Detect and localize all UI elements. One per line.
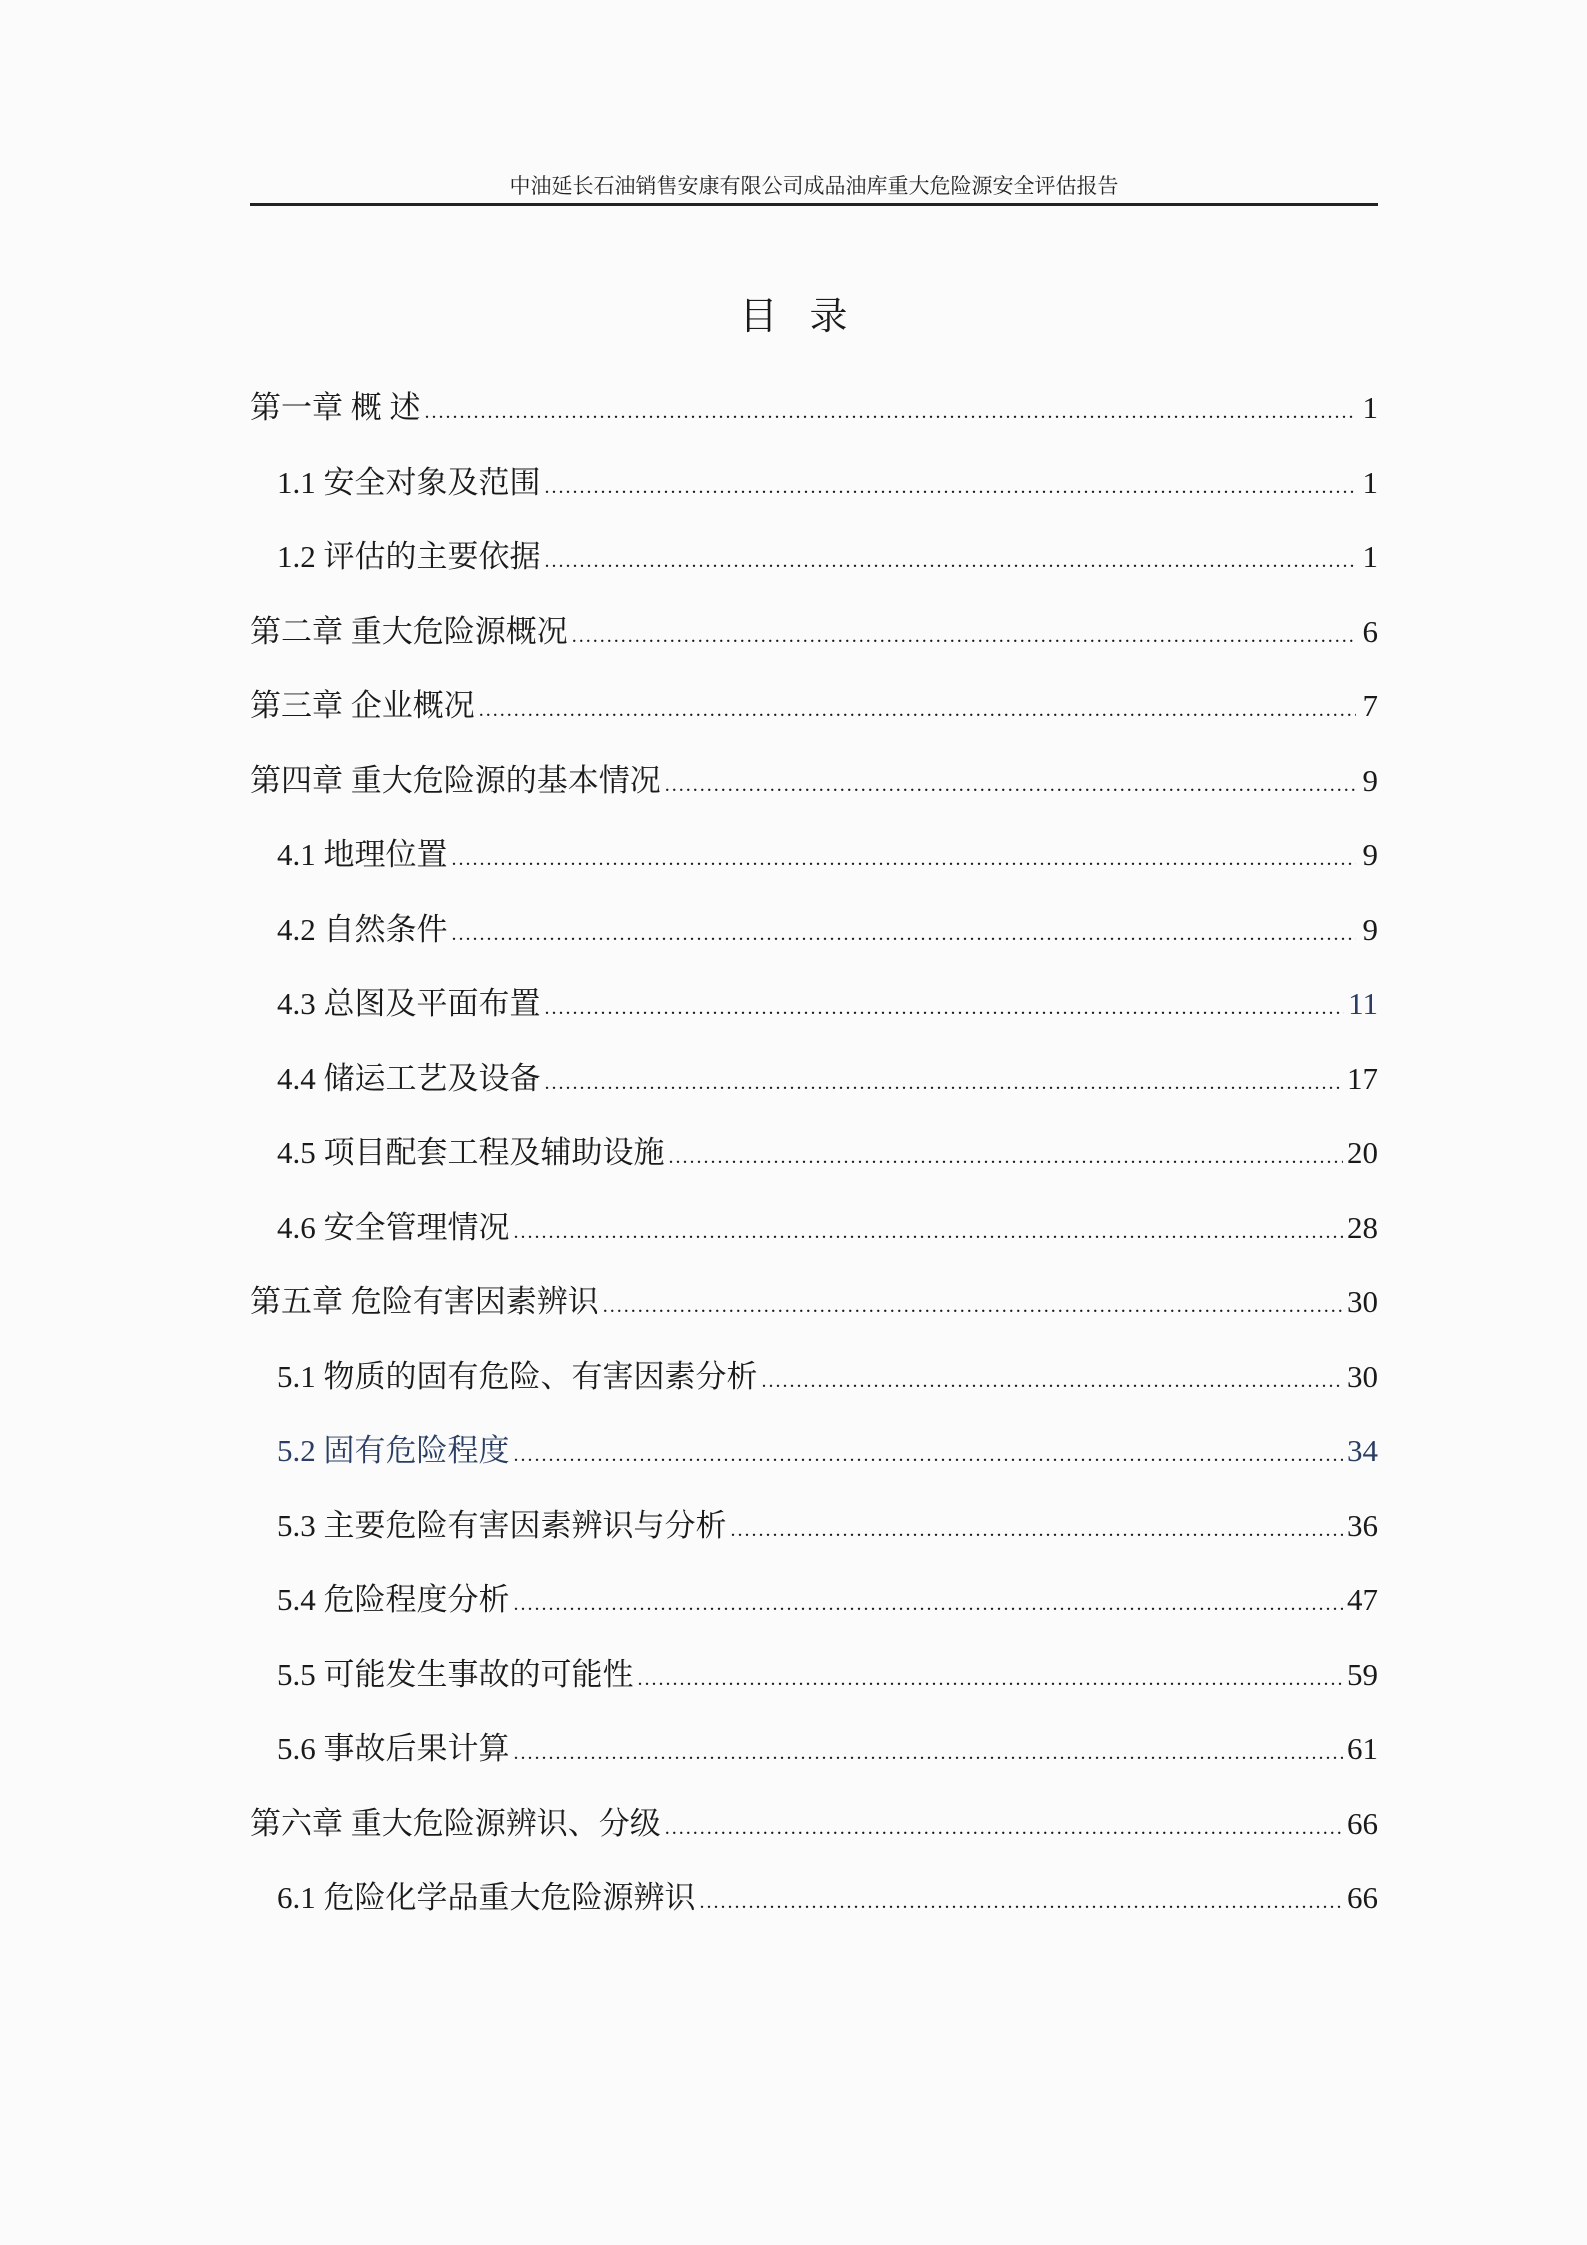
toc-entry-page: 34 — [1347, 1433, 1378, 1468]
leader-dots — [514, 1444, 1344, 1467]
toc-entry-label: 1.2 评估的主要依据 — [277, 539, 541, 574]
toc-entry-label: 第四章 重大危险源的基本情况 — [250, 762, 661, 798]
leader-dots — [669, 1146, 1344, 1169]
toc-entry-page: 36 — [1347, 1507, 1378, 1543]
toc-entry-page: 47 — [1347, 1582, 1378, 1617]
leader-dots — [545, 476, 1357, 499]
toc-entry-chapter-1[interactable] — [250, 382, 1378, 457]
toc-entry-label: 第五章 危险有害因素辨识 — [250, 1284, 599, 1319]
toc-entry-page: 1 — [1362, 464, 1378, 500]
leader-dots — [545, 997, 1345, 1020]
toc-entry-page: 7 — [1362, 688, 1378, 723]
toc-entry-label: 1.1 安全对象及范围 — [277, 464, 541, 500]
toc-entry-chapter-4[interactable] — [250, 755, 1378, 830]
toc-entry-chapter-6[interactable] — [250, 1798, 1378, 1873]
toc-entry-label: 4.4 储运工艺及设备 — [277, 1060, 541, 1096]
toc-entry-page: 30 — [1347, 1358, 1378, 1394]
leader-dots — [638, 1668, 1344, 1691]
toc-entry-label: 第三章 企业概况 — [250, 688, 475, 723]
leader-dots — [514, 1221, 1344, 1244]
leader-dots — [479, 699, 1356, 722]
leader-dots — [452, 848, 1357, 871]
toc-entry-label: 5.4 危险程度分析 — [277, 1582, 510, 1617]
toc-entry-5-6[interactable] — [250, 1723, 1378, 1798]
toc-entry-5-5[interactable] — [250, 1649, 1378, 1724]
toc-entry-label: 第二章 重大危险源概况 — [250, 613, 568, 649]
toc-entry-label: 4.1 地理位置 — [277, 837, 448, 872]
toc-entry-page: 61 — [1347, 1731, 1378, 1766]
leader-dots — [572, 625, 1356, 648]
toc-entry-page: 9 — [1362, 762, 1378, 798]
toc-entry-4-5[interactable] — [250, 1127, 1378, 1202]
toc-entry-5-1[interactable] — [250, 1351, 1378, 1426]
leader-dots — [762, 1370, 1344, 1393]
toc-entry-label: 4.6 安全管理情况 — [277, 1209, 510, 1245]
leader-dots — [452, 923, 1357, 946]
toc-entry-label: 5.6 事故后果计算 — [277, 1731, 510, 1766]
toc-entry-4-6[interactable] — [250, 1202, 1378, 1277]
toc-entry-page: 59 — [1347, 1656, 1378, 1692]
table-of-contents — [250, 382, 1378, 1947]
toc-entry-chapter-5[interactable] — [250, 1276, 1378, 1351]
leader-dots — [514, 1593, 1344, 1616]
toc-entry-4-1[interactable] — [250, 829, 1378, 904]
leader-dots — [731, 1519, 1344, 1542]
running-header: 中油延长石油销售安康有限公司成品油库重大危险源安全评估报告 — [509, 174, 1119, 198]
toc-entry-4-2[interactable] — [250, 904, 1378, 979]
toc-entry-label: 5.3 主要危险有害因素辨识与分析 — [277, 1507, 727, 1543]
toc-entry-page: 1 — [1362, 390, 1378, 425]
leader-dots — [700, 1891, 1344, 1914]
toc-entry-1-1[interactable] — [250, 457, 1378, 532]
toc-entry-page: 66 — [1347, 1805, 1378, 1841]
toc-entry-label: 5.2 固有危险程度 — [277, 1433, 510, 1468]
toc-entry-label: 4.2 自然条件 — [277, 911, 448, 947]
leader-dots — [514, 1742, 1344, 1765]
leader-dots — [545, 550, 1357, 573]
toc-entry-page: 66 — [1347, 1880, 1378, 1915]
leader-dots — [425, 401, 1357, 424]
toc-entry-label: 5.1 物质的固有危险、有害因素分析 — [277, 1358, 758, 1394]
toc-entry-1-2[interactable] — [250, 531, 1378, 606]
toc-entry-page: 30 — [1347, 1284, 1378, 1319]
toc-entry-4-3[interactable] — [250, 978, 1378, 1053]
toc-entry-label: 第六章 重大危险源辨识、分级 — [250, 1805, 661, 1841]
toc-entry-label: 5.5 可能发生事故的可能性 — [277, 1656, 634, 1692]
toc-entry-label: 4.5 项目配套工程及辅助设施 — [277, 1135, 665, 1170]
leader-dots — [603, 1295, 1343, 1318]
header-rule — [250, 203, 1378, 206]
toc-entry-page: 28 — [1347, 1209, 1378, 1245]
toc-entry-page: 17 — [1347, 1060, 1378, 1096]
toc-entry-page: 11 — [1348, 986, 1378, 1021]
toc-entry-label: 4.3 总图及平面布置 — [277, 986, 541, 1021]
toc-entry-page: 1 — [1362, 539, 1378, 574]
toc-entry-chapter-3[interactable] — [250, 680, 1378, 755]
toc-entry-page: 20 — [1347, 1135, 1378, 1170]
toc-entry-5-3[interactable] — [250, 1500, 1378, 1575]
toc-entry-5-2[interactable] — [250, 1425, 1378, 1500]
toc-entry-4-4[interactable] — [250, 1053, 1378, 1128]
toc-entry-page: 9 — [1362, 911, 1378, 947]
leader-dots — [665, 774, 1356, 797]
toc-entry-label: 第一章 概 述 — [250, 390, 421, 425]
toc-entry-6-1[interactable] — [250, 1872, 1378, 1947]
toc-entry-page: 6 — [1362, 613, 1378, 649]
toc-title: 目录 — [739, 294, 880, 338]
toc-entry-label: 6.1 危险化学品重大危险源辨识 — [277, 1880, 696, 1915]
toc-entry-page: 9 — [1362, 837, 1378, 872]
toc-entry-5-4[interactable] — [250, 1574, 1378, 1649]
leader-dots — [665, 1817, 1343, 1840]
toc-entry-chapter-2[interactable] — [250, 606, 1378, 681]
leader-dots — [545, 1072, 1344, 1095]
